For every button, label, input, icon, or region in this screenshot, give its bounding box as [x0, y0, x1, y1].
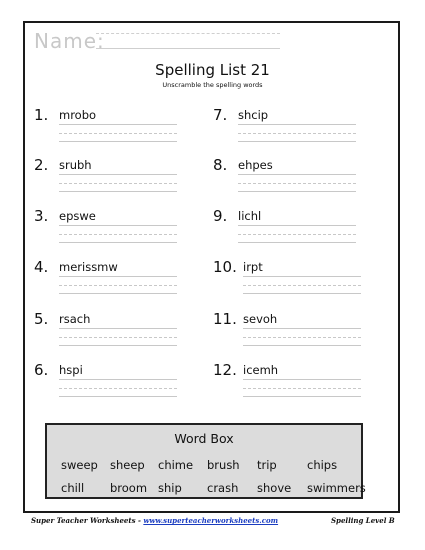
item-number: 11. [213, 310, 237, 328]
spelling-item [34, 156, 184, 206]
item-number: 8. [213, 156, 228, 174]
spelling-item [213, 310, 363, 360]
scrambled-word: merissmw [59, 260, 118, 274]
word-box-word: sweep [61, 458, 98, 472]
word-box-word: crash [207, 481, 239, 495]
answer-lines [243, 328, 361, 350]
answer-lines [238, 225, 356, 247]
answer-lines [59, 379, 177, 401]
scrambled-word: irpt [243, 260, 263, 274]
scrambled-word: shcip [238, 108, 269, 122]
answer-lines [238, 174, 356, 196]
word-box-word: trip [257, 458, 277, 472]
footer-credit-text: Super Teacher Worksheets - [31, 516, 144, 525]
item-number: 1. [34, 106, 49, 124]
footer-website-link[interactable]: www.superteacherworksheets.com [143, 516, 279, 525]
spelling-item [34, 310, 184, 360]
scrambled-word: ehpes [238, 158, 273, 172]
name-guide-line [96, 33, 280, 34]
spelling-item [34, 361, 184, 411]
word-box-title: Word Box [174, 431, 234, 446]
word-box-word: ship [158, 481, 182, 495]
word-box-word: chill [61, 481, 85, 495]
scrambled-word: sevoh [243, 312, 278, 326]
scrambled-word: mrobo [59, 108, 97, 122]
word-box-word: sheep [110, 458, 145, 472]
scrambled-word: rsach [59, 312, 91, 326]
answer-lines [243, 379, 361, 401]
worksheet-instructions: Unscramble the spelling words [162, 81, 263, 89]
spelling-item [34, 207, 184, 257]
item-number: 3. [34, 207, 49, 225]
spelling-item [213, 258, 363, 308]
scrambled-word: lichl [238, 209, 262, 223]
scrambled-word: srubh [59, 158, 92, 172]
item-number: 4. [34, 258, 49, 276]
spelling-item [213, 361, 363, 411]
item-number: 6. [34, 361, 49, 379]
item-number: 9. [213, 207, 228, 225]
word-box-word: swimmers [307, 481, 366, 495]
footer-credit [31, 516, 278, 525]
answer-lines [243, 276, 361, 298]
answer-lines [59, 276, 177, 298]
footer-level: Spelling Level B [331, 516, 395, 525]
answer-lines [238, 124, 356, 146]
answer-lines [59, 124, 177, 146]
word-box-word: broom [110, 481, 148, 495]
name-label: Name: [34, 29, 105, 53]
word-box-word: shove [257, 481, 292, 495]
scrambled-word: icemh [243, 363, 279, 377]
word-box-word: chime [158, 458, 194, 472]
scrambled-word: epswe [59, 209, 96, 223]
spelling-item [213, 207, 363, 257]
spelling-item [34, 258, 184, 308]
item-number: 2. [34, 156, 49, 174]
spelling-item [34, 106, 184, 156]
worksheet-title: Spelling List 21 [155, 61, 270, 79]
spelling-item [213, 156, 363, 206]
item-number: 5. [34, 310, 49, 328]
item-number: 10. [213, 258, 237, 276]
answer-lines [59, 328, 177, 350]
scrambled-word: hspi [59, 363, 83, 377]
word-box-word: chips [307, 458, 338, 472]
spelling-item [213, 106, 363, 156]
word-box-word: brush [207, 458, 240, 472]
name-write-line [96, 48, 280, 49]
item-number: 7. [213, 106, 228, 124]
item-number: 12. [213, 361, 237, 379]
word-box [45, 423, 366, 499]
answer-lines [59, 225, 177, 247]
answer-lines [59, 174, 177, 196]
